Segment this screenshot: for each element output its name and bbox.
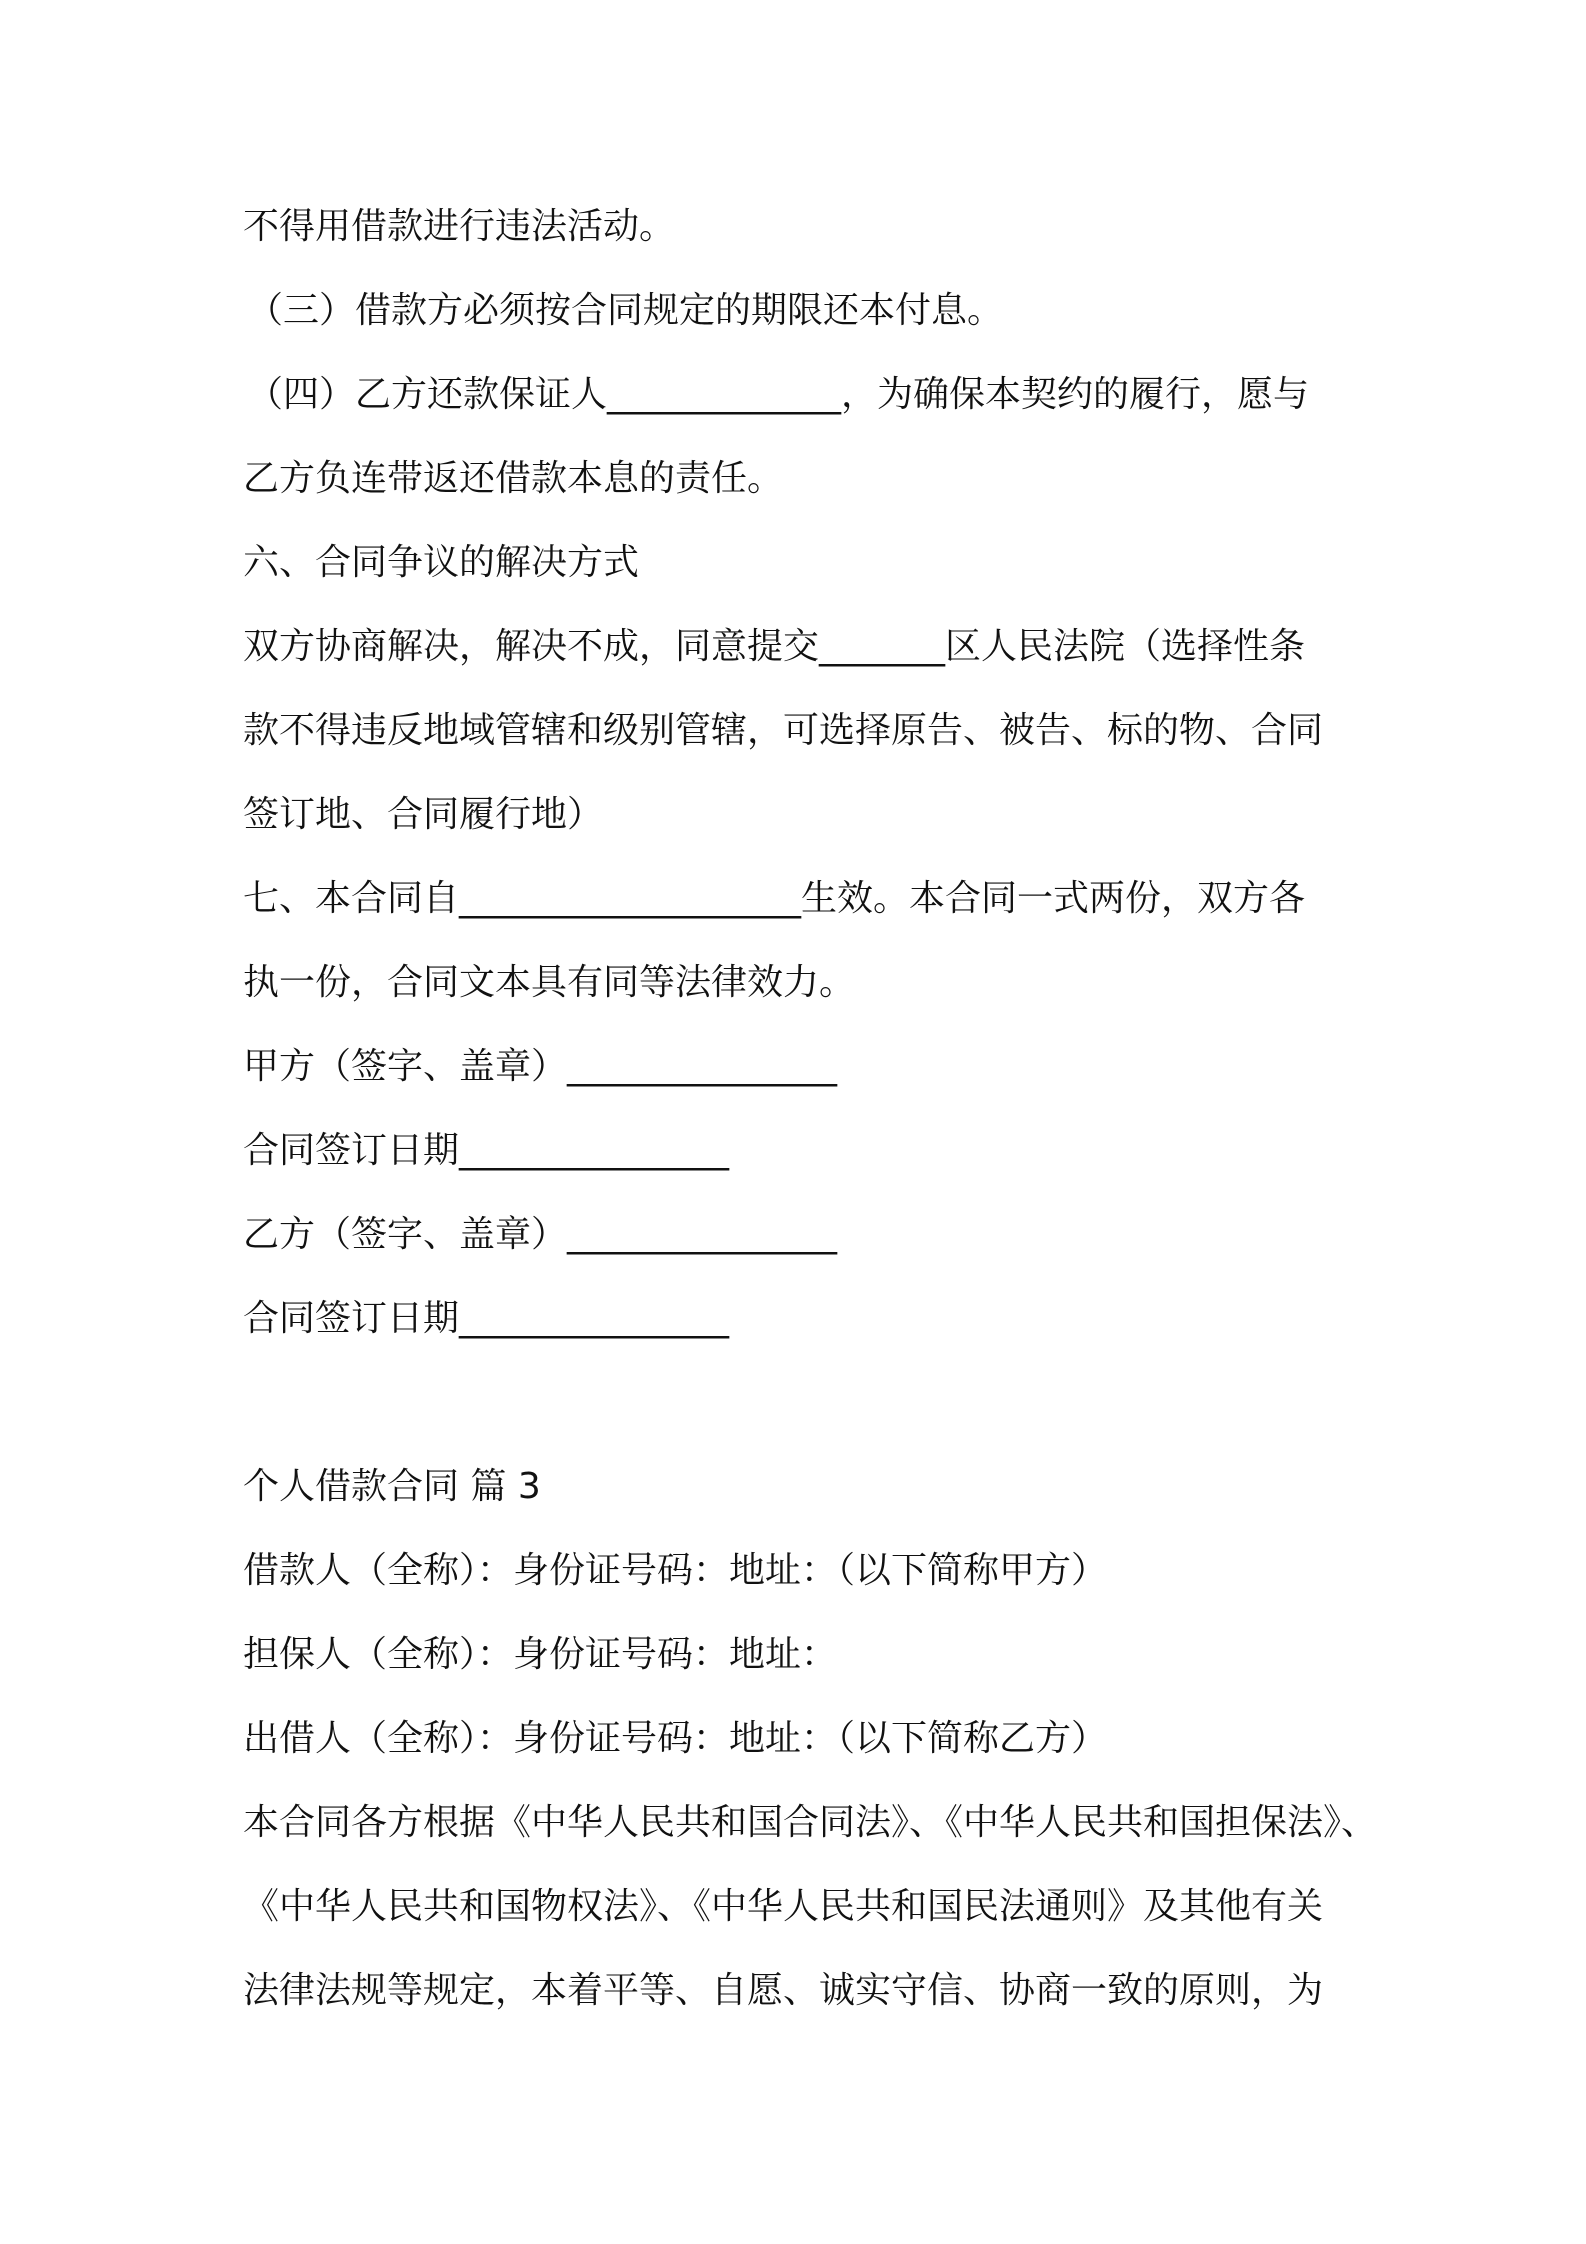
text-line: 七、本合同自___________________生效。本合同一式两份，双方各 xyxy=(243,878,1306,919)
text-line: （四）乙方还款保证人_____________，为确保本契约的履行，愿与 xyxy=(247,374,1310,415)
text-line: 借款人（全称）：身份证号码：地址：（以下简称甲方） xyxy=(243,1550,1108,1591)
text-line: （三）借款方必须按合同规定的期限还本付息。 xyxy=(247,290,1004,331)
text-line: 款不得违反地域管辖和级别管辖，可选择原告、被告、标的物、合同 xyxy=(243,710,1324,751)
text-line: 签订地、合同履行地） xyxy=(243,794,604,835)
section-heading: 六、合同争议的解决方式 xyxy=(243,542,640,583)
text-line: 双方协商解决，解决不成，同意提交_______区人民法院（选择性条 xyxy=(243,626,1306,667)
text-line: 担保人（全称）：身份证号码：地址： xyxy=(243,1634,838,1675)
signing-date-line: 合同签订日期_______________ xyxy=(243,1298,730,1339)
text-line: 法律法规等规定，本着平等、自愿、诚实守信、协商一致的原则，为 xyxy=(243,1970,1324,2011)
signature-line-party-b: 乙方（签字、盖章）_______________ xyxy=(243,1214,838,1255)
text-line: 出借人（全称）：身份证号码：地址：（以下简称乙方） xyxy=(243,1718,1108,1759)
signing-date-line: 合同签订日期_______________ xyxy=(243,1130,730,1171)
text-line: 不得用借款进行违法活动。 xyxy=(243,206,676,247)
text-line: 本合同各方根据《中华人民共和国合同法》、《中华人民共和国担保法》、 xyxy=(243,1802,1378,1843)
section-title: 个人借款合同 篇 3 xyxy=(243,1466,541,1507)
text-line: 乙方负连带返还借款本息的责任。 xyxy=(243,458,784,499)
text-line: 执一份，合同文本具有同等法律效力。 xyxy=(243,962,856,1003)
text-line: 《中华人民共和国物权法》、《中华人民共和国民法通则》及其他有关 xyxy=(243,1886,1324,1927)
signature-line-party-a: 甲方（签字、盖章）_______________ xyxy=(243,1046,838,1087)
